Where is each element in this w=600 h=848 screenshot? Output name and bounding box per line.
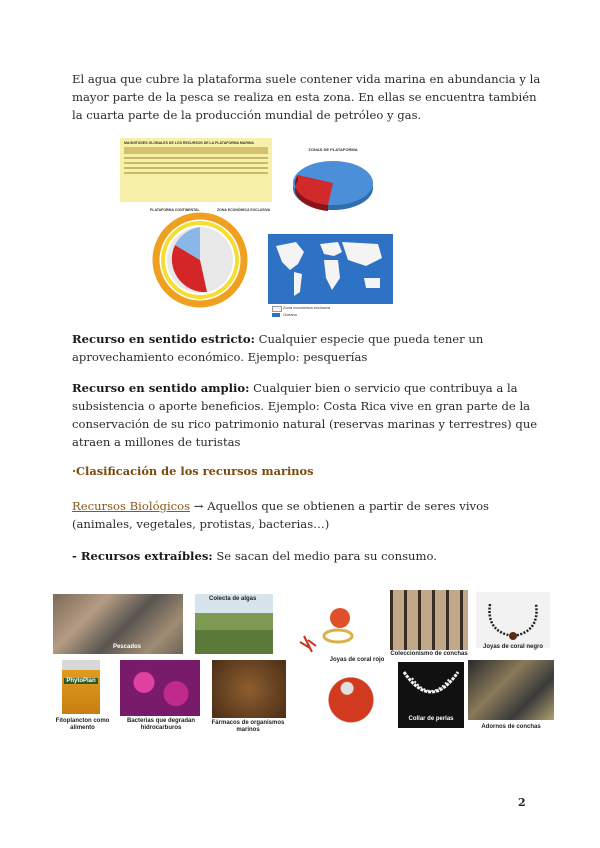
phytoplankton-photo — [62, 660, 100, 714]
ring-label-right: ZONA ECONÓMICA EXCLUSIVA — [217, 208, 271, 212]
pie-chart-image — [278, 142, 388, 222]
shell-collection-photo — [390, 590, 468, 650]
biological-resources-text: → Aquellos que se obtienen a partir de seres vivos (animales, vegetales, protistas, bacterias…) — [72, 499, 490, 531]
extractable-resources-paragraph — [72, 547, 542, 565]
resources-table-image — [120, 138, 272, 202]
broad-resource-paragraph — [72, 379, 542, 451]
algae-caption: Colecta de algas — [209, 596, 257, 602]
pie-title: ZONAS DE PLATAFORMA — [308, 147, 358, 152]
phytoplankton-label: PhytoPlan — [64, 678, 98, 684]
bacteria-caption: Bacterias que degradan hidrocarburos — [126, 718, 196, 731]
pearl-caption: Collar de perlas — [408, 716, 454, 722]
map-legend-1: Zona económica exclusiva — [283, 305, 331, 310]
red-coral-beads-photo — [312, 668, 390, 726]
strict-text: Cualquier especie que pueda tener un aprovechamiento económico. Ejemplo: pesquerías — [72, 332, 484, 364]
ring-diagram-image — [145, 205, 271, 310]
sponge-photo — [212, 660, 286, 718]
pearl-necklace-photo — [398, 662, 464, 728]
black-coral-caption: Joyas de coral negro — [482, 644, 544, 650]
black-coral-photo — [476, 592, 550, 648]
strict-label: Recurso en sentido estricto: — [72, 332, 255, 346]
fish-photo — [53, 594, 183, 654]
extractable-text: Se sacan del medio para su consumo. — [212, 549, 437, 563]
world-map-image — [268, 234, 393, 320]
page-number: 2 — [518, 796, 526, 809]
shell-collection-caption: Coleccionismo de conchas — [390, 651, 468, 657]
map-legend-2: Océano — [283, 312, 298, 317]
shell-decoration-caption: Adornos de conchas — [481, 724, 541, 730]
ring-label-left: PLATAFORMA CONTINENTAL — [150, 208, 200, 212]
coral-ring-photo — [296, 596, 384, 660]
biological-resources-paragraph — [72, 497, 542, 533]
section-heading: ·Clasificación de los recursos marinos — [72, 464, 314, 478]
fish-caption: Pescados — [112, 644, 141, 650]
strict-resource-paragraph — [72, 330, 542, 366]
sponge-caption: Fármacos de organismos marinos — [211, 720, 285, 733]
phytoplankton-caption: Fitoplancton como alimento — [55, 718, 110, 731]
algae-photo — [195, 594, 273, 654]
broad-text: Cualquier bien o servicio que contribuya a la subsistencia o aporte beneficios. Ejemplo: Costa Rica vive en gran parte de la conservación de su rico patrimonio natural (reservas marinas y terrestres) que atraen a millones de turistas — [72, 381, 538, 449]
biological-resources-link[interactable]: Recursos Biológicos — [72, 499, 191, 513]
broad-label: Recurso en sentido amplio: — [72, 381, 250, 395]
bacteria-photo — [120, 660, 200, 716]
intro-paragraph: El agua que cubre la plataforma suele contener vida marina en abundancia y la mayor parte de la pesca se realiza en esta zona. En ellas se encuentra también la cuarta parte de la producción mundial de petróleo y gas. — [72, 72, 541, 122]
coral-ring-caption: Joyas de coral rojo — [329, 657, 385, 663]
shell-decoration-photo — [468, 660, 554, 720]
extractable-label: - Recursos extraíbles: — [72, 549, 213, 563]
table-title: MAGNITUDES GLOBALES DE LOS RECURSOS DE LA PLATAFORMA MARINA — [124, 141, 254, 145]
